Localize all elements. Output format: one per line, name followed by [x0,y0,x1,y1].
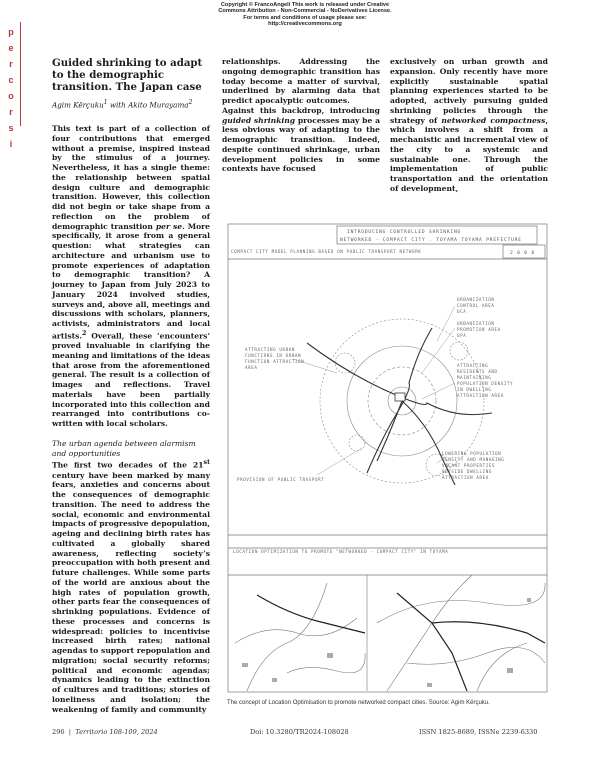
svg-text:ATTRACTING: ATTRACTING [457,363,489,368]
svg-text:URBANIZATION: URBANIZATION [457,297,495,302]
section-tab-letter: o [8,91,14,101]
figure-subheading: COMPACT CITY MODEL PLANNING BASED ON PUBLIC TRANSPORT NETWORK [231,249,422,254]
copyright-line-2: Commons Attribution - Non-Commercial - NoDerivatives License. [218,8,392,15]
copyright-line-1: Copyright © FrancoAngeli This work is released under Creative [220,2,390,8]
svg-text:POPULATION DENSITY: POPULATION DENSITY [457,381,514,386]
figure-year: 2 0 0 8 [510,251,535,256]
figure-bottom-heading: LOCATION OPTIMIZATION TO PROMOTE "NETWORKED - COMPACT CITY" IN TOYAMA [233,549,449,554]
svg-text:DENSITY AND MANAGING: DENSITY AND MANAGING [442,457,505,462]
svg-text:OUTSIDE DWELLING: OUTSIDE DWELLING [442,469,492,474]
journal-name: Territorio 108-109, 2024 [75,728,158,736]
text-column-3 [390,57,548,194]
sketch-figure [227,223,548,693]
section-subheading: The urban agenda between alarmism and opportunities [52,438,196,458]
svg-text:AREA: AREA [245,365,258,370]
intro-paragraph: This text is part of a collection of four contributions that emerged without a premise, inspired instead by the stimulus of a journey. Nevertheless, it has a single theme: the relationship between spatial design culture and demographic transition. However, this collection did not begin or take shape from a reflection on the problem of demographic transition per se. More specifically, it arose from a general question: what strategies can architecture and urbanism use to promote experiences of adaptation to demographic transition? A journey to Japan from July 2023 to January 2024 involved studies, surveys and, above all, meetings and discussions with scholars, planners, activists, administrators and local artists.$^2$ Overall, these ‘encounters’ proved invaluable in clarifying the meaning and limitations of the ideas that arose from the aforementioned general. The result is a collection of images and reflections. Travel materials have been partially incorporated into this collection and rearranged into contributions co-written with local scholars. [52,124,210,429]
section-tab-letter: e [8,43,14,53]
figure-heading-2: NETWORKED - COMPACT CITY . TOYAMA TOYAMA PREFECTURE [340,238,522,243]
footer-doi: Doi: 10.3280/TR2024-108028 [250,728,349,736]
svg-text:FUNCTIONS IN URBAN: FUNCTIONS IN URBAN [245,353,302,358]
svg-text:URBANIZATION: URBANIZATION [457,321,495,326]
footer-left [52,728,158,736]
svg-text:UPA: UPA [457,333,467,338]
sketch-drawing [227,223,548,693]
copyright-notice [205,2,405,27]
svg-text:CONTROL AREA: CONTROL AREA [457,303,495,308]
label-uca [457,297,494,314]
section-tab-letter: s [8,123,14,133]
svg-text:VACANT PROPERTIES: VACANT PROPERTIES [442,463,496,468]
svg-text:ATTRACTION AREA: ATTRACTION AREA [457,393,504,398]
page-number: 296 [52,728,65,736]
svg-text:ATTRACTION AREA: ATTRACTION AREA [442,475,489,480]
page-footer [0,728,600,740]
section-tab-letter: i [9,139,13,149]
author-1-footnote: 1 [103,99,108,106]
label-attracting-urban [245,347,304,370]
section-tab-letter: r [9,59,13,69]
body-paragraph-3: Against this backdrop, introducing guided shrinking processes may be a less obvious way of adapting to the demographic transition. Indeed, despite continued shrinkage, urban development policies in some contexts have focused [222,105,380,174]
bottom-maps [235,575,545,691]
label-upa [457,321,501,338]
figure-caption: The concept of Location Optimisation to promote networked compact cities. Source: Agim Kërçuku. [227,700,490,706]
body-paragraph-4: exclusively on urban growth and expansion. Only recently have more explicitly sustainable spatial planning experiences started to be adopted, actively pursuing guided shrinking policies through the strategy of networked compactness, which involves a shift from a mechanistic and incremental view of the city to a systemic and sustainable one. Through the implementation of public transportation and the orientation of development, [390,57,548,193]
bottom-map-texture [242,598,531,687]
figure-heading-1: INTRODUCING CONTROLLED SHRINKING [347,230,462,235]
section-tab-letter: c [8,75,14,85]
svg-text:RESIDENTS AND: RESIDENTS AND [457,369,498,374]
label-lowering-density [442,451,504,480]
text-column-1 [52,57,210,714]
svg-text:IN DWELLING: IN DWELLING [457,387,492,392]
article-authors [52,98,210,110]
svg-text:PROMOTION AREA: PROMOTION AREA [457,327,501,332]
author-join: with Akito Murayama [107,100,189,110]
author-2-footnote: 2 [188,99,193,106]
svg-text:LOWERING POPULATION: LOWERING POPULATION [442,451,502,456]
section-tab-letter: p [8,27,14,37]
svg-text:UCA: UCA [457,309,467,314]
body-paragraph-1: The first two decades of the 21st century have been marked by many fears, anxieties and concerns about the consequences of demographic transition. The need to address the social, economic and environmental impacts of progressive depopulation, ageing and declining birth rates has cultivated a globally shared awareness, reflecting society’s preoccupation with both present and future challenges. While some parts of the world are anxious about the high rates of population growth, other parts fear the consequences of shrinking populations. Evidence of these processes and concerns is widespread: policies to incentivise increased birth rates; national agendas to support repopulation and migration; social security reforms; political and economic agendas; dynamics leading to the extinction of cultures and traditions; stories of loneliness and isolation; the weakening of family and community [52,459,210,714]
copyright-line-4: http://creativecommons.org [268,20,342,27]
svg-text:ATTRACTING URBAN: ATTRACTING URBAN [245,347,295,352]
station-marker [395,393,405,401]
leader-lines [293,306,455,475]
text-column-2 [222,57,380,174]
footnote-marker: 2 [82,329,87,337]
copyright-line-3: For terms and conditions of usage please see: [243,14,367,21]
author-1: Agim Kërçuku [52,100,104,110]
footer-separator: | [68,728,72,736]
section-tab-letters [4,24,18,152]
label-public-transport: PROVISION OF PUBLIC TRASPORT [237,477,325,482]
footer-issn: ISSN 1825-8689, ISSNe 2239-6330 [419,728,538,736]
svg-text:MAINTAINING: MAINTAINING [457,375,492,380]
body-paragraph-2: relationships. Addressing the ongoing demographic transition has today become a matter of survival, underlined by alarming data that predict apocalyptic outcomes. [222,57,380,105]
label-attracting-residents [457,363,513,398]
section-tab [0,22,21,149]
svg-text:FUNCTION ATTRACTION: FUNCTION ATTRACTION [245,359,305,364]
section-tab-letter: r [9,107,13,117]
bottom-rail-lines [257,593,545,691]
article-title: Guided shrinking to adapt to the demographic transition. The Japan case [52,57,203,93]
